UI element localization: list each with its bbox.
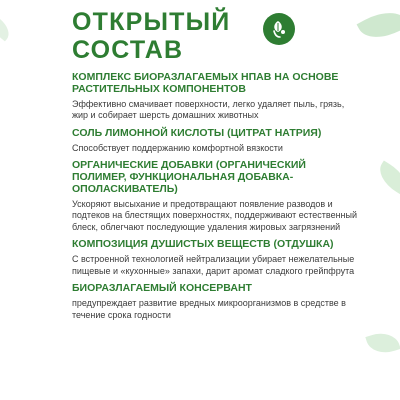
ingredient-description: Способствует поддержанию комфортной вязкости xyxy=(72,142,283,153)
ingredient-item xyxy=(72,283,362,321)
ingredient-description: предупреждает развитие вредных микроорганизмов в средстве в течение срока годности xyxy=(72,298,346,320)
ingredient-heading: ОРГАНИЧЕСКИЕ ДОБАВКИ (ОРГАНИЧЕСКИЙ ПОЛИМЕР, ФУНКЦИОНАЛЬНАЯ ДОБАВКА-ОПОЛАСКИВАТЕЛЬ) xyxy=(72,159,306,195)
ingredient-description: С встроенной технологией нейтрализации убирает нежелательные пищевые и «кухонные» запахи, дарит аромат сладкого грейпфрута xyxy=(72,254,355,276)
ingredient-heading: КОМПОЗИЦИЯ ДУШИСТЫХ ВЕЩЕСТВ (ОТДУШКА) xyxy=(72,238,334,251)
leaf-decoration xyxy=(357,3,400,48)
leaf-decoration xyxy=(0,17,14,42)
leaf-drop-icon-graphic xyxy=(269,18,289,40)
ingredient-heading: КОМПЛЕКС БИОРАЗЛАГАЕМЫХ НПАВ НА ОСНОВЕ РАСТИТЕЛЬНЫХ КОМПОНЕНТОВ xyxy=(72,71,339,95)
page-title-line-1: ОТКРЫТЫЙ xyxy=(72,8,231,36)
leaf-drop-icon xyxy=(263,13,295,45)
ingredient-item xyxy=(72,72,362,122)
ingredient-description: Эффективно смачивает поверхности, легко удаляет пыль, грязь, жир и собирает шерсть домашних животных xyxy=(72,98,345,121)
ingredient-item xyxy=(72,128,362,154)
page-title xyxy=(72,8,272,64)
ingredient-item xyxy=(72,239,362,277)
page-title-line-2: СОСТАВ xyxy=(72,36,184,64)
ingredient-description: Ускоряют высыхание и предотвращают появление разводов и подтеков на блестящих поверхностях, поддерживают естественный блеск, облегчают последующие удаления жировых загрязнений xyxy=(72,198,358,232)
leaf-decoration xyxy=(373,161,400,196)
ingredient-item xyxy=(72,160,362,233)
ingredient-heading: СОЛЬ ЛИМОННОЙ КИСЛОТЫ (ЦИТРАТ НАТРИЯ) xyxy=(72,126,322,139)
leaf-decoration xyxy=(365,328,400,358)
ingredients-list xyxy=(72,72,362,321)
ingredient-heading: БИОРАЗЛАГАЕМЫЙ КОНСЕРВАНТ xyxy=(72,282,252,295)
